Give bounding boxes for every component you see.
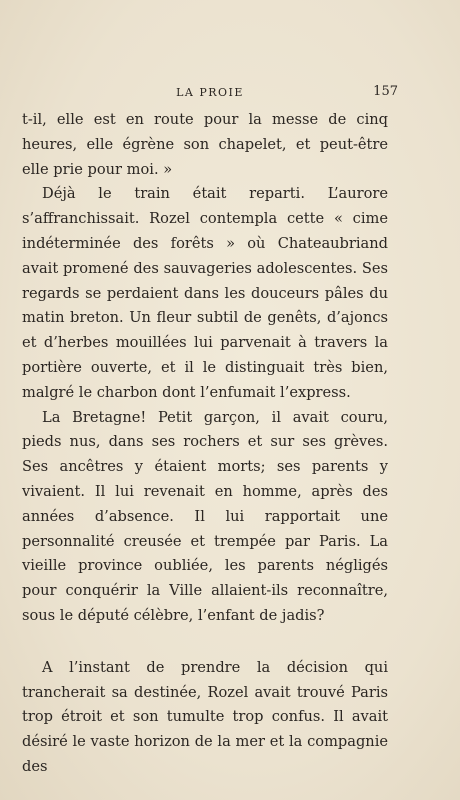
paragraph-train: Déjà le train était reparti. L’aurore s’affranchissait. Rozel contempla cette « cime indéterminée des forêts » où Chateaubriand avait promené des sauvageries adolescentes. Ses regards se perdaient dans les douceurs pâles du matin breton. Un fleur subtil de genêts, d’ajoncs et d’herbes mouillées lui parvenait à travers la portière ouverte, et il le distinguait très bien, malgré le charbon dont l’enfumait l’express. — [22, 185, 388, 401]
page-header — [22, 86, 398, 106]
paragraph-continued: t-il, elle est en route pour la messe de cinq heures, elle égrène son chapelet, et peut-être elle prie pour moi. » — [22, 111, 388, 178]
page-body — [22, 108, 388, 780]
paragraph-bretagne: La Bretagne! Petit garçon, il avait couru, pieds nus, dans ses rochers et sur ses grèves. Ses ancêtres y étaient morts; ses parents y vivaient. Il lui revenait en homme, après des années d’absence. Il lui rapportait une personnalité creusée et trempée par Paris. La vieille province oubliée, les parents négligés pour conquérir la Ville allaient-ils reconnaître, sous le député célèbre, l’enfant de jadis? — [22, 408, 388, 624]
section-break — [22, 629, 388, 656]
page-number: 157 — [373, 84, 398, 99]
paragraph-decision: A l’instant de prendre la décision qui trancherait sa destinée, Rozel avait trouvé Paris trop étroit et son tumulte trop confus. Il avait désiré le vaste horizon de la mer et la compagnie des — [22, 658, 388, 775]
running-title: LA PROIE — [176, 86, 244, 99]
